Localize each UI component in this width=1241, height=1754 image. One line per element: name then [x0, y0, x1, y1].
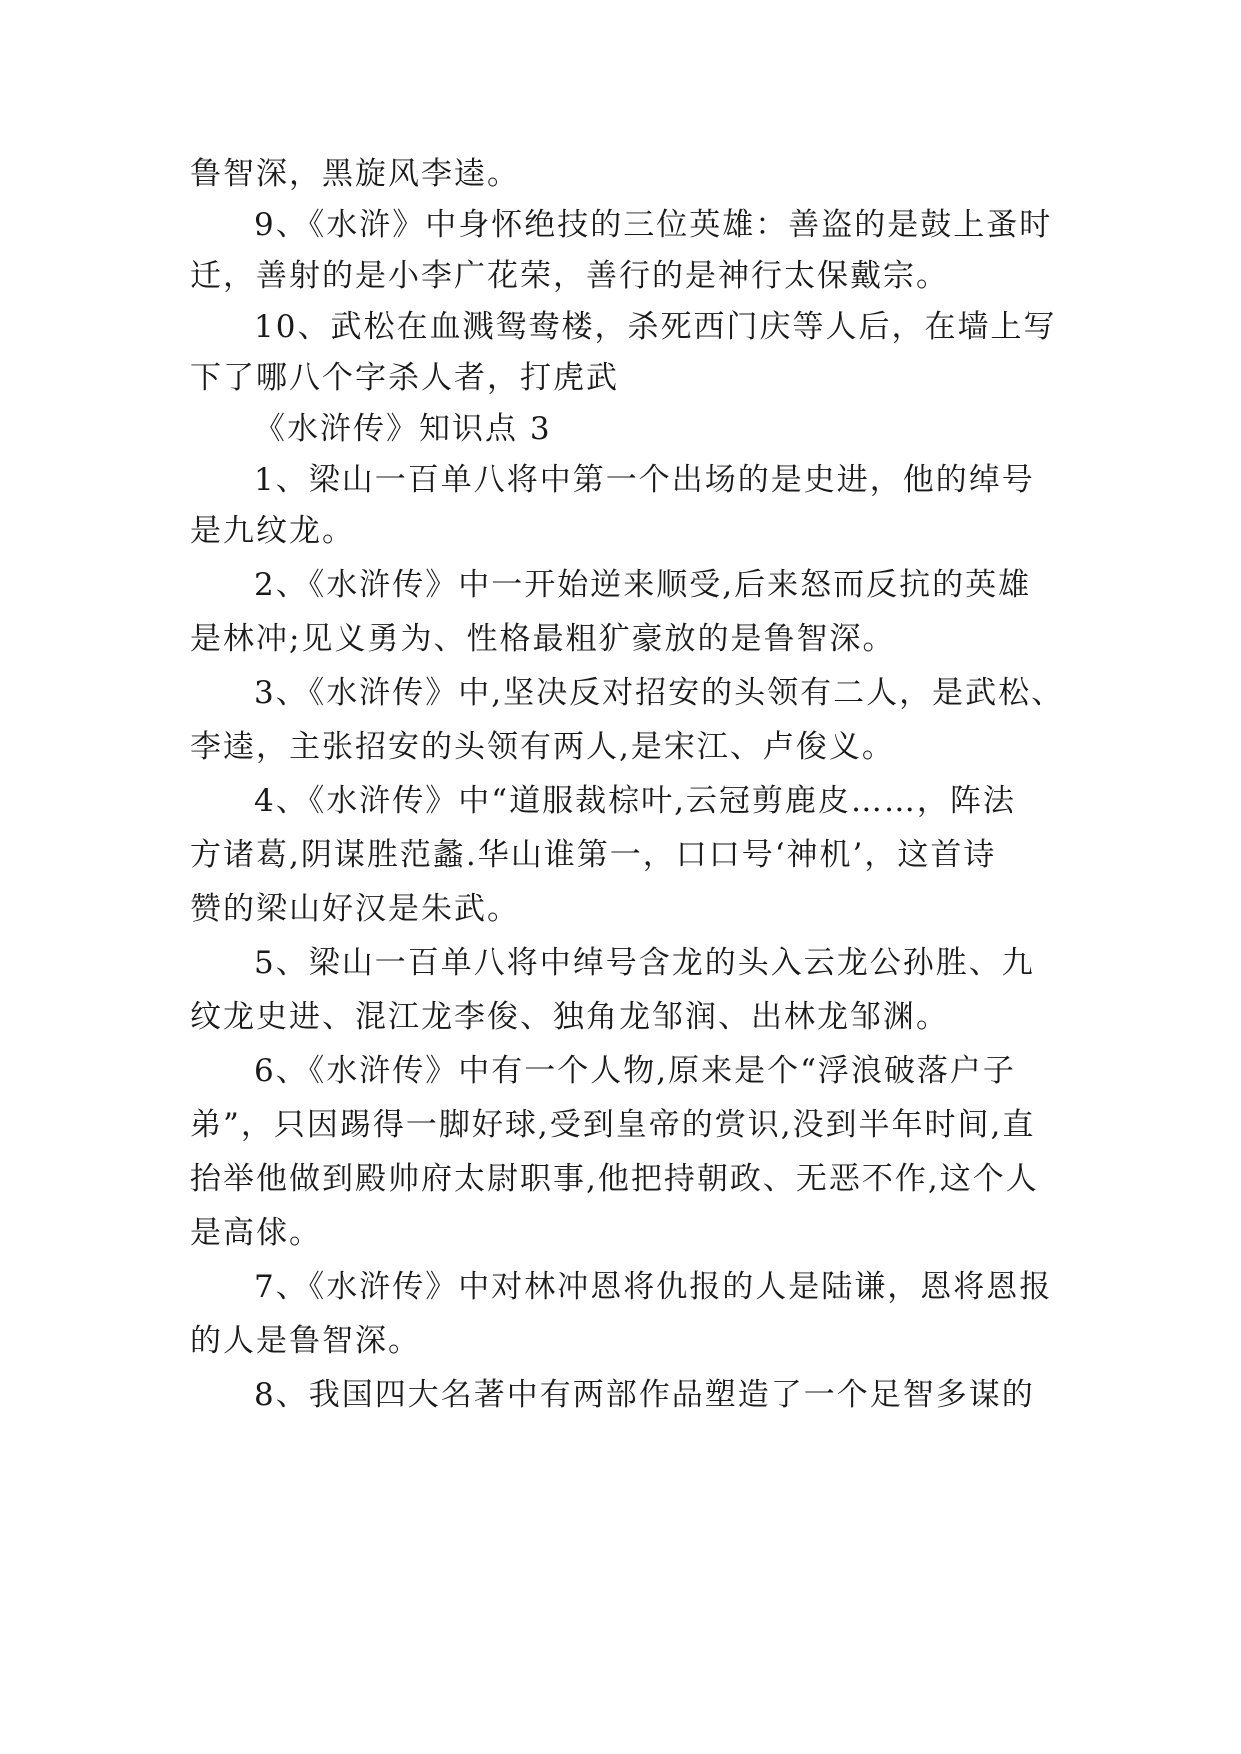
text-line: 2、《水浒传》中一开始逆来顺受,后来怒而反抗的英雄 — [254, 567, 1032, 603]
text-line: 弟”，只因踢得一脚好球,受到皇帝的赏识,没到半年时间,直 — [190, 1107, 1036, 1143]
text-line: 李逵，主张招安的头领有两人,是宋江、卢俊义。 — [190, 729, 895, 765]
text-line: 赞的梁山好汉是朱武。 — [190, 891, 520, 927]
text-line: 8、我国四大名著中有两部作品塑造了一个足智多谋的 — [254, 1377, 1035, 1413]
text-line: 5、梁山一百单八将中绰号含龙的头入云龙公孙胜、九 — [254, 945, 1035, 981]
section-heading: 《水浒传》知识点 3 — [254, 411, 552, 447]
text-line: 的人是鲁智深。 — [190, 1323, 421, 1359]
text-line: 6、《水浒传》中有一个人物,原来是个“浮浪破落户子 — [254, 1053, 1016, 1089]
text-line: 鲁智深，黑旋风李逵。 — [190, 156, 520, 192]
text-line: 抬举他做到殿帅府太尉职事,他把持朝政、无恶不作,这个人 — [190, 1161, 1039, 1197]
text-line: 是林冲;见义勇为、性格最粗犷豪放的是鲁智深。 — [190, 621, 896, 657]
text-line: 纹龙史进、混江龙李俊、独角龙邹润、出林龙邹渊。 — [190, 999, 949, 1035]
text-line: 是高俅。 — [190, 1215, 322, 1251]
text-line: 下了哪八个字杀人者，打虎武 — [190, 360, 619, 396]
text-line: 1、梁山一百单八将中第一个出场的是史进，他的绰号 — [254, 462, 1035, 498]
text-line: 方诸葛,阴谋胜范蠡.华山谁第一，口口号‘神机’，这首诗 — [190, 837, 997, 873]
text-line: 3、《水浒传》中,坚决反对招安的头领有二人，是武松、 — [254, 675, 1065, 711]
text-line: 7、《水浒传》中对林冲恩将仇报的人是陆谦，恩将恩报 — [254, 1269, 1053, 1305]
text-line: 9、《水浒》中身怀绝技的三位英雄：善盗的是鼓上蚤时 — [254, 207, 1053, 243]
text-line: 4、《水浒传》中“道服裁棕叶,云冠剪鹿皮……，阵法 — [254, 783, 1016, 819]
text-line: 迁，善射的是小李广花荣，善行的是神行太保戴宗。 — [190, 258, 949, 294]
text-line: 是九纹龙。 — [190, 513, 355, 549]
text-line: 10、武松在血溅鸳鸯楼，杀死西门庆等人后，在墙上写 — [254, 309, 1057, 345]
